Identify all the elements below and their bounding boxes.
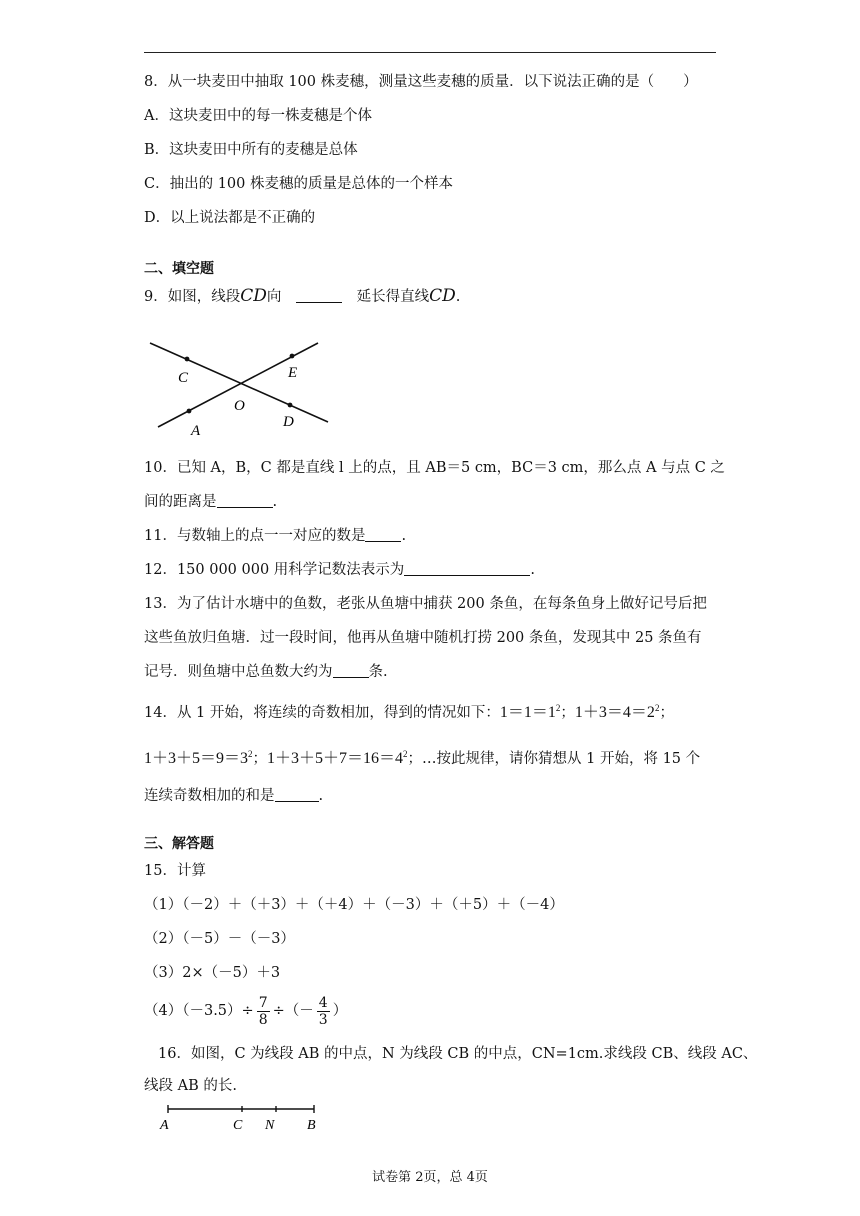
point-e bbox=[290, 354, 295, 359]
q10-end: . bbox=[272, 494, 278, 510]
q11-text: 11．与数轴上的点一一对应的数是 bbox=[144, 528, 366, 544]
q10-text: 间的距离是 bbox=[144, 494, 217, 510]
label-b: B bbox=[307, 1118, 316, 1133]
q9-cd-1: CD bbox=[240, 286, 267, 306]
q16-line-2: 线段 AB 的长. bbox=[144, 1078, 237, 1094]
q16-line-1: 16．如图，C 为线段 AB 的中点，N 为线段 CB 的中点，CN=1cm.求线段 CB、线段 AC、 bbox=[158, 1046, 758, 1062]
q11-line bbox=[144, 526, 406, 546]
label-c: C bbox=[233, 1118, 243, 1133]
q14-eq-1: $1=1=1^2$ bbox=[499, 703, 561, 721]
q14-eq-3: $1+3+5=9=3^2$ bbox=[144, 749, 253, 767]
label-a: A bbox=[160, 1118, 169, 1133]
q15-item-1: （1）（－2）＋（＋3）＋（＋4）＋（－3）＋（＋5）＋（－4） bbox=[144, 897, 564, 913]
label-d: D bbox=[283, 414, 294, 430]
q14-eq-2: $1+3=4=2^2$ bbox=[574, 703, 660, 721]
q14-tail: ；…按此规律，请你猜想从 1 开始，将 15 个 bbox=[407, 751, 701, 767]
q14-line-1: 14．从 1 开始，将连续的奇数相加，得到的情况如下：$1=1=1^2$；$1+3=4=2^2$； bbox=[144, 703, 674, 721]
q12-text: 12．150 000 000 用科学记数法表示为 bbox=[144, 562, 405, 578]
header-rule bbox=[144, 52, 716, 53]
fraction-4-3: $\frac{4}{3}$ bbox=[318, 994, 328, 1028]
q12-end: . bbox=[530, 562, 535, 578]
label-o: O bbox=[234, 398, 245, 414]
page-footer: 试卷第 2页，总 4页 bbox=[372, 1170, 488, 1185]
label-a: A bbox=[191, 423, 201, 439]
q11-blank[interactable] bbox=[365, 527, 401, 542]
q15-item-2: （2）（－5）－（－3） bbox=[144, 931, 295, 947]
q9-cd-2: CD bbox=[429, 286, 456, 306]
label-c: C bbox=[178, 370, 189, 386]
q12-blank[interactable] bbox=[404, 561, 530, 576]
q9-text bbox=[144, 286, 460, 307]
label-e: E bbox=[288, 365, 298, 381]
q14-line-3 bbox=[144, 786, 323, 806]
q9-figure bbox=[140, 335, 340, 440]
q12-line bbox=[144, 560, 535, 580]
q14-eq-4: $1+3+5+7=16=4^2$ bbox=[267, 749, 408, 767]
q11-end: . bbox=[401, 528, 407, 544]
q8-option-a: A．这块麦田中的每一株麦穗是个体 bbox=[144, 108, 372, 124]
q9-end: . bbox=[455, 289, 461, 305]
q8-stem: 8．从一块麦田中抽取 100 株麦穗，测量这些麦穗的质量．以下说法正确的是（ ） bbox=[144, 74, 698, 90]
point-c bbox=[185, 357, 190, 362]
q10-line-2 bbox=[144, 492, 277, 512]
q14-blank[interactable] bbox=[275, 787, 319, 802]
q8-option-d: D．以上说法都是不正确的 bbox=[144, 210, 316, 226]
q9-part-a: 9．如图，线段 bbox=[144, 289, 241, 305]
fraction-7-8: $\frac{7}{8}$ bbox=[258, 994, 268, 1028]
section-solve: 三、解答题 bbox=[144, 836, 214, 852]
q14-line-2: $1+3+5=9=3^2$；$1+3+5+7=16=4^2$；…按此规律，请你猜想从 1 开始，将 15 个 bbox=[144, 749, 701, 767]
q13-end: 条. bbox=[368, 664, 388, 680]
q14-end: . bbox=[318, 788, 324, 804]
q15-item-3: （3）2×（－5）＋3 bbox=[144, 965, 281, 981]
q10-line-1: 10．已知 A，B，C 都是直线 l 上的点，且 AB＝5 cm，BC＝3 cm，那么点 A 与点 C 之 bbox=[144, 460, 725, 476]
q8-option-c: C．抽出的 100 株麦穗的质量是总体的一个样本 bbox=[144, 176, 453, 192]
q16-figure bbox=[155, 1104, 330, 1136]
q13-line-3 bbox=[144, 662, 388, 682]
q15-item-4: （4）（－3.5）÷ $\frac{7}{8}$ ÷（－ $\frac{4}{3}$ ） bbox=[144, 994, 348, 1028]
q15-title: 15．计算 bbox=[144, 863, 206, 879]
point-d bbox=[288, 403, 293, 408]
q13-blank[interactable] bbox=[333, 663, 369, 678]
q9-part-c: 延长得直线 bbox=[356, 289, 430, 305]
q8-option-b: B．这块麦田中所有的麦穗是总体 bbox=[144, 142, 358, 158]
q14-text-3: 连续奇数相加的和是 bbox=[144, 788, 275, 804]
q9-part-b: 向 bbox=[266, 289, 282, 305]
q9-blank[interactable] bbox=[296, 288, 342, 303]
q13-line-2: 这些鱼放归鱼塘．过一段时间，他再从鱼塘中随机打捞 200 条鱼，发现其中 25 条鱼有 bbox=[144, 630, 702, 646]
section-fill-blank: 二、填空题 bbox=[144, 261, 214, 277]
q10-blank[interactable] bbox=[217, 493, 273, 508]
label-n: N bbox=[265, 1118, 275, 1133]
q13-line-1: 13．为了估计水塘中的鱼数，老张从鱼塘中捕获 200 条鱼，在每条鱼身上做好记号后把 bbox=[144, 596, 707, 612]
q13-text: 记号．则鱼塘中总鱼数大约为 bbox=[144, 664, 333, 680]
point-a bbox=[187, 409, 192, 414]
q14-text: 14．从 1 开始，将连续的奇数相加，得到的情况如下： bbox=[144, 705, 500, 721]
